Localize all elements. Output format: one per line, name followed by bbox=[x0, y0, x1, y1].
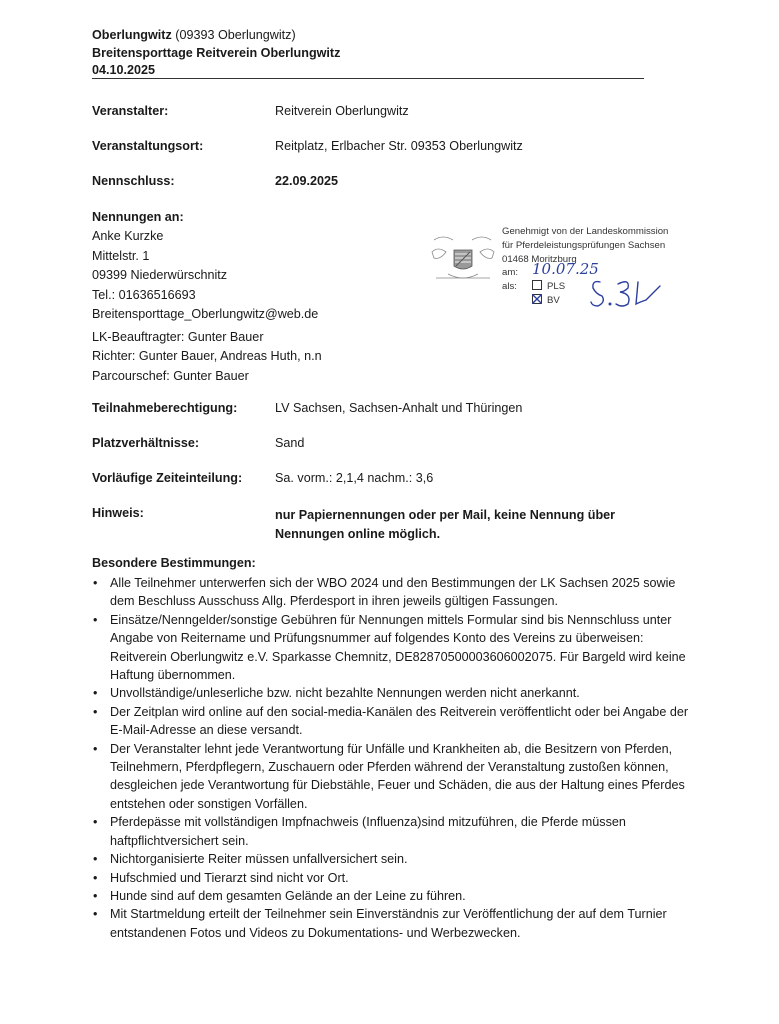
stamp-line-3: 01468 Moritzburg bbox=[502, 254, 577, 265]
richter: Richter: Gunter Bauer, Andreas Huth, n.n bbox=[92, 349, 322, 364]
veranstalter-value: Reitverein Oberlungwitz bbox=[275, 104, 409, 118]
header-location bbox=[92, 28, 296, 42]
lk-beauftragter: LK-Beauftragter: Gunter Bauer bbox=[92, 330, 264, 344]
event-title: Breitensporttage Reitverein Oberlungwitz bbox=[92, 46, 341, 60]
hinweis-value: nur Papiernennungen oder per Mail, keine Nennung über Nennungen online möglich. bbox=[275, 508, 616, 541]
stamp-line-1: Genehmigt von der Landeskommission bbox=[502, 226, 669, 237]
check-mark-icon bbox=[532, 294, 542, 304]
nennschluss-label: Nennschluss: bbox=[92, 174, 175, 188]
coat-of-arms-icon bbox=[428, 232, 498, 292]
header-divider bbox=[92, 78, 644, 79]
list-item: • Nichtorganisierte Reiter müssen unfallversichert sein. bbox=[92, 850, 692, 868]
list-item: • Pferdepässe mit vollständigen Impfnachweis (Influenza)sind mitzuführen, die Pferde müssen haftpflichtversichert sein. bbox=[92, 813, 692, 850]
nennungen-block bbox=[92, 208, 318, 324]
rules-list bbox=[92, 574, 692, 942]
stamp-am-label: am: bbox=[502, 267, 518, 278]
stamp-date-handwritten: 10.07.25 bbox=[532, 260, 599, 278]
zeiteinteilung-value: Sa. vorm.: 2,1,4 nachm.: 3,6 bbox=[275, 471, 434, 485]
contact-name: Anke Kurzke bbox=[92, 229, 164, 244]
teilnahme-value: LV Sachsen, Sachsen-Anhalt und Thüringen bbox=[275, 401, 523, 415]
besondere-bestimmungen-title: Besondere Bestimmungen: bbox=[92, 556, 256, 570]
veranstaltungsort-label: Veranstaltungsort: bbox=[92, 139, 204, 153]
nennungen-title: Nennungen an: bbox=[92, 210, 184, 224]
stamp-option-bv-label: BV bbox=[547, 295, 560, 306]
checkbox-pls bbox=[532, 280, 542, 290]
stamp-als-label: als: bbox=[502, 281, 517, 292]
stamp-option-pls-label: PLS bbox=[547, 281, 566, 292]
officials-block bbox=[92, 328, 322, 386]
platz-label: Platzverhältnisse: bbox=[92, 436, 200, 450]
list-item: • Der Zeitplan wird online auf den social-media-Kanälen des Reitverein veröffentlicht oder bei Angabe der E-Mail-Adresse an diese versandt. bbox=[92, 703, 692, 740]
contact-email: Breitensporttage_Oberlungwitz@web.de bbox=[92, 307, 319, 322]
checkbox-bv-checked bbox=[532, 294, 542, 304]
signature-icon bbox=[588, 272, 678, 312]
list-item: • Unvollständige/unleserliche bzw. nicht bezahlte Nennungen werden nicht anerkannt. bbox=[92, 684, 692, 702]
zeiteinteilung-label: Vorläufige Zeiteinteilung: bbox=[92, 471, 243, 485]
teilnahme-label: Teilnahmeberechtigung: bbox=[92, 401, 238, 415]
header-town: Oberlungwitz bbox=[92, 28, 172, 42]
parcourschef: Parcourschef: Gunter Bauer bbox=[92, 368, 249, 383]
hinweis-label: Hinweis: bbox=[92, 506, 144, 520]
stamp-option-pls bbox=[532, 280, 565, 292]
contact-city: 09399 Niederwürschnitz bbox=[92, 268, 228, 283]
header-postcode: (09393 Oberlungwitz) bbox=[171, 28, 296, 42]
list-item: • Hunde sind auf dem gesamten Gelände an der Leine zu führen. bbox=[92, 887, 692, 905]
stamp-line-2: für Pferdeleistungsprüfungen Sachsen bbox=[502, 240, 666, 251]
nennschluss-value: 22.09.2025 bbox=[275, 174, 339, 188]
event-date: 04.10.2025 bbox=[92, 63, 156, 77]
veranstalter-label: Veranstalter: bbox=[92, 104, 169, 118]
contact-phone: Tel.: 01636516693 bbox=[92, 287, 196, 302]
stamp-option-bv bbox=[532, 294, 560, 306]
approval-stamp bbox=[428, 226, 688, 318]
list-item: • Hufschmied und Tierarzt sind nicht vor Ort. bbox=[92, 869, 692, 887]
platz-value: Sand bbox=[275, 436, 305, 450]
list-item: • Einsätze/Nenngelder/sonstige Gebühren für Nennungen mittels Formular sind bis Nennschluss unter Angabe von Reitername und Prüfungsnummer auf folgendes Konto des Vereins zu überweisen: Reitverein Oberlungwitz e.V. Sparkasse Chemnitz, DE82870500003606002075. Für Bargeld wird keine Haftung übernommen. bbox=[92, 611, 692, 685]
contact-street: Mittelstr. 1 bbox=[92, 248, 150, 263]
list-item: • Mit Startmeldung erteilt der Teilnehmer sein Einverständnis zur Veröffentlichung der auf dem Turnier entstandenen Fotos und Videos zu Dokumentations- und Werbezwecken. bbox=[92, 905, 692, 942]
veranstaltungsort-value: Reitplatz, Erlbacher Str. 09353 Oberlungwitz bbox=[275, 139, 523, 153]
list-item: • Der Veranstalter lehnt jede Verantwortung für Unfälle und Krankheiten ab, die Besitzern von Pferden, Teilnehmern, Pferdpflegern, Zuschauern oder Pferden während der Veranstaltung zustoßen können, desgleichen jede Verantwortung für Diebstähle, Feuer und Schäden, die aus der Haltung eines Pferdes entstehen oder sonstigen Vorfällen. bbox=[92, 740, 692, 814]
list-item: • Alle Teilnehmer unterwerfen sich der WBO 2024 und den Bestimmungen der LK Sachsen 2025 sowie dem Beschluss Ausschuss Allg. Pferdesport in ihren jeweils gültigen Fassungen. bbox=[92, 574, 692, 611]
